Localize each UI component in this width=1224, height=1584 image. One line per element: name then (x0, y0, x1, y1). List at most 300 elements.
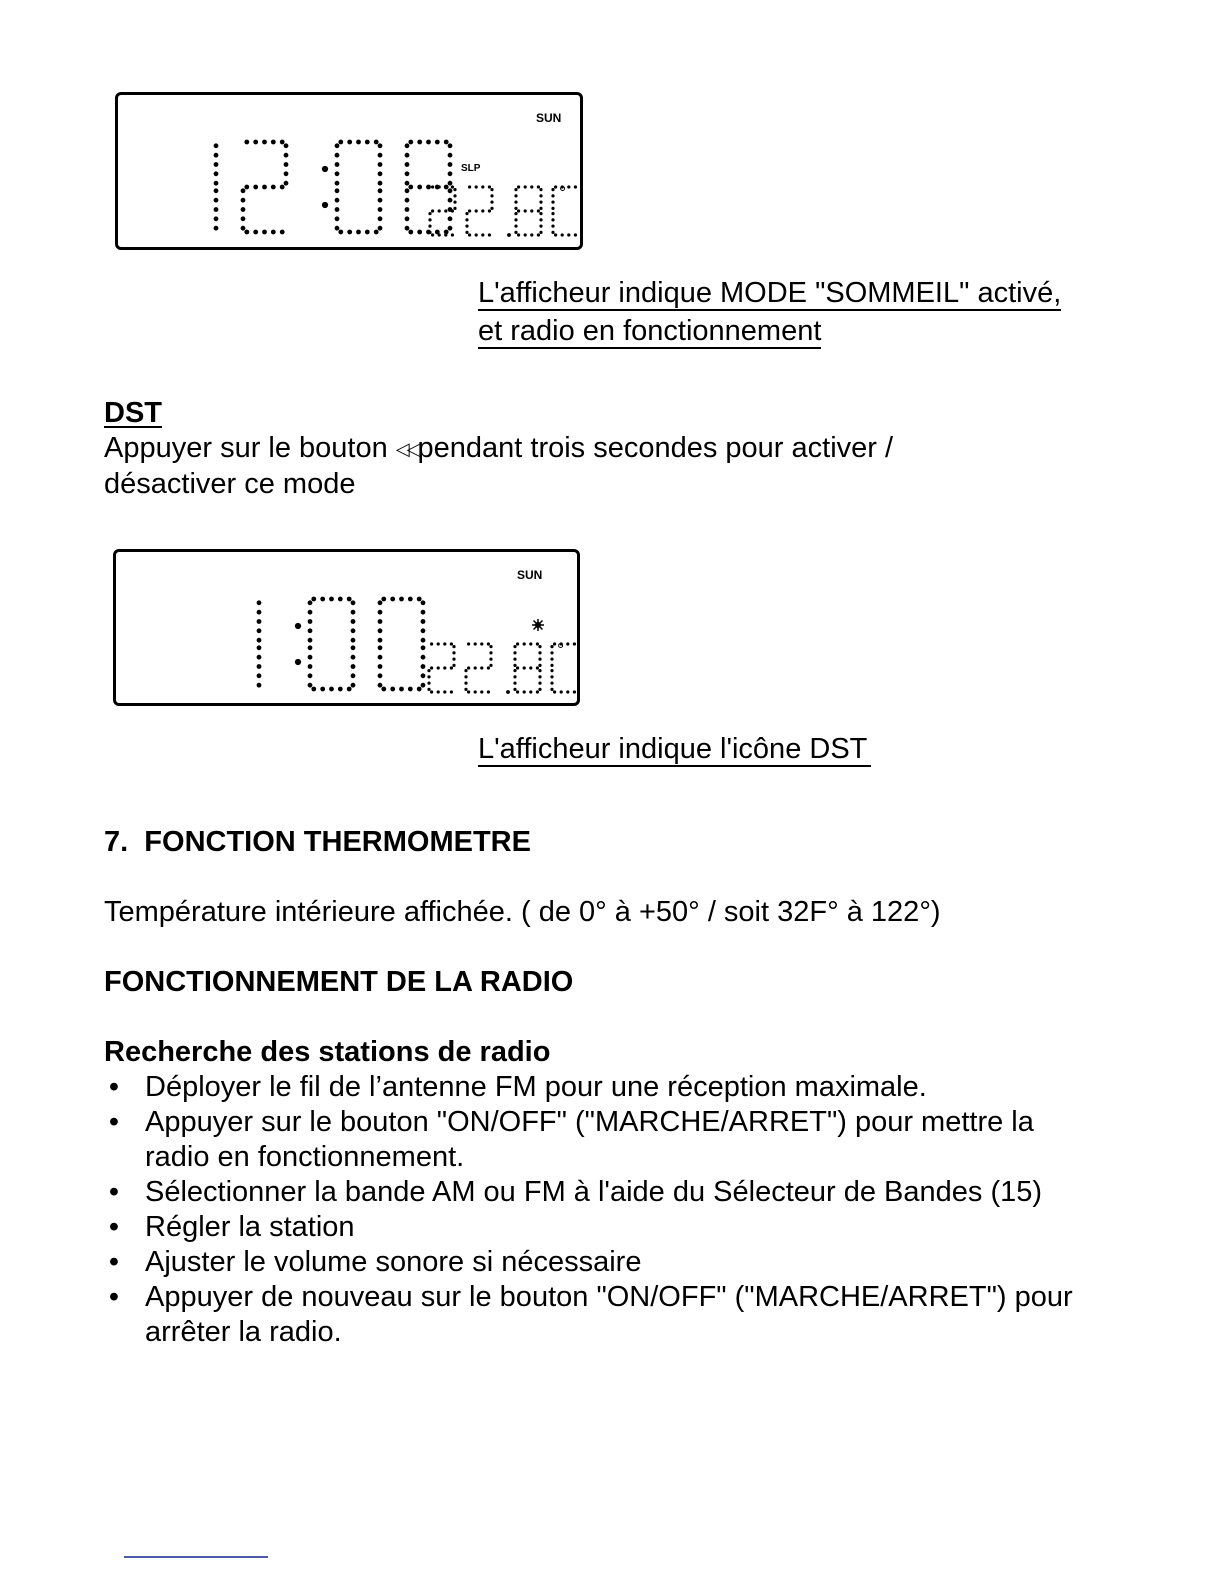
list-item-text: Appuyer sur le bouton "ON/OFF" ("MARCHE/ARRET") pour mettre la radio en fonctionnement. (145, 1106, 1034, 1173)
degree-symbol: ° (559, 183, 567, 203)
lcd-dot (468, 209, 471, 212)
lcd-dot (539, 188, 542, 191)
thermometer-heading: 7. FONCTION THERMOMETRE (104, 826, 531, 858)
lcd-dot (421, 664, 426, 669)
lcd-dot (490, 201, 493, 204)
lcd-dot (537, 185, 540, 188)
lcd-dot (513, 675, 516, 678)
lcd-dot (214, 216, 219, 221)
lcd-dot (514, 207, 517, 210)
lcd-dot (308, 638, 313, 643)
bullet-icon: • (108, 1281, 120, 1313)
lcd-dot (475, 185, 478, 188)
caption-sleep-mode (478, 274, 1061, 350)
lcd-dot (405, 153, 410, 158)
lcd-dot (335, 162, 340, 167)
lcd-dot (257, 610, 262, 615)
lcd-dot (405, 181, 410, 186)
lcd-dot (561, 233, 564, 236)
lcd-dot (514, 218, 517, 221)
lcd-dot (468, 185, 471, 188)
lcd-digit (464, 642, 492, 693)
lcd-dot (417, 230, 422, 235)
lcd-dot (464, 669, 467, 672)
lcd-dot (567, 233, 570, 236)
lcd-dot (253, 230, 258, 235)
lcd-dot (329, 687, 334, 692)
lcd-dot (550, 669, 553, 672)
caption-dst-line1: L'afficheur indique l'icône DST (478, 733, 871, 767)
lcd-digit (257, 600, 262, 687)
lcd-dot (335, 181, 340, 186)
lcd-digit (241, 140, 289, 235)
radio-steps-list (104, 1070, 1164, 1350)
lcd-dot (516, 690, 519, 693)
lcd-dot (574, 185, 577, 188)
lcd-dot (378, 683, 383, 688)
lcd-dot (514, 188, 517, 191)
lcd-dot (428, 225, 431, 228)
lcd-dot (378, 207, 383, 212)
lcd-dot (374, 140, 379, 145)
time-digits (257, 597, 426, 692)
degree-symbol: ° (557, 640, 565, 660)
lcd-digit (428, 185, 456, 236)
lcd-dot (430, 690, 433, 693)
lcd-dot (536, 690, 539, 693)
lcd-dot (295, 623, 301, 629)
bullet-icon: • (108, 1071, 120, 1103)
lcd-dot (514, 194, 517, 197)
lcd-dot (538, 645, 541, 648)
bullet-icon: • (108, 1176, 120, 1208)
lcd-dot (517, 185, 520, 188)
lcd-dot (308, 655, 313, 660)
lcd-dot (399, 597, 404, 602)
caption-sleep-line2: et radio en fonctionnement (478, 315, 822, 347)
lcd-dot (481, 209, 484, 212)
lcd-dot (347, 140, 352, 145)
lcd-dot (351, 655, 356, 660)
lcd-display-sleep-svg (118, 95, 580, 247)
lcd-dot (322, 166, 328, 172)
lcd-dot (351, 645, 356, 650)
lcd-dot (438, 185, 441, 188)
lcd-dot (390, 687, 395, 692)
lcd-dot (427, 682, 430, 685)
lcd-dot (450, 666, 453, 669)
lcd-dot (430, 666, 433, 669)
lcd-dot (438, 209, 441, 212)
lcd-dot (417, 597, 422, 602)
lcd-dot (474, 666, 477, 669)
lcd-dot (431, 209, 434, 212)
lcd-dot (516, 666, 519, 669)
lcd-dot (378, 619, 383, 624)
lcd-dot (335, 153, 340, 158)
radio-subheading: Recherche des stations de radio (104, 1036, 551, 1068)
lcd-dot (487, 642, 490, 645)
lcd-dot (488, 209, 491, 212)
lcd-dot (443, 690, 446, 693)
lcd-dot (338, 140, 343, 145)
lcd-dot (405, 171, 410, 176)
lcd-dot (271, 230, 276, 235)
list-item (104, 1245, 1164, 1280)
lcd-digit (335, 140, 383, 235)
lcd-dot (427, 675, 430, 678)
lcd-dot (378, 645, 383, 650)
lcd-dot (513, 658, 516, 661)
lcd-dot (444, 209, 447, 212)
lcd-dot (530, 185, 533, 188)
lcd-dot (539, 212, 542, 215)
lcd-dot (451, 185, 454, 188)
lcd-dot (421, 638, 426, 643)
lcd-dot (322, 202, 328, 208)
lcd-dot (550, 682, 553, 685)
lcd-dot (554, 233, 557, 236)
lcd-dot (538, 664, 541, 667)
lcd-dot (554, 185, 557, 188)
lcd-dot (530, 233, 533, 236)
lcd-dot (524, 209, 527, 212)
lcd-dot (374, 230, 379, 235)
lcd-dot (378, 628, 383, 633)
lcd-dot (523, 666, 526, 669)
lcd-dot (378, 153, 383, 158)
lcd-dot (551, 218, 554, 221)
lcd-dot (405, 143, 410, 148)
lcd-dot (465, 218, 468, 221)
lcd-dot (421, 600, 426, 605)
lcd-dot (464, 688, 467, 691)
time-digits (214, 140, 453, 235)
lcd-dot (253, 140, 258, 145)
lcd-dot (467, 666, 470, 669)
lcd-dot (320, 597, 325, 602)
lcd-dot (335, 216, 340, 221)
lcd-dot (551, 212, 554, 215)
lcd-dot (308, 600, 313, 605)
lcd-dot (448, 198, 453, 203)
lcd-dot (280, 140, 285, 145)
lcd-dot (428, 212, 431, 215)
lcd-dot (452, 658, 455, 661)
lcd-dot (378, 181, 383, 186)
lcd-dot (365, 140, 370, 145)
day-label: SUN (536, 111, 562, 125)
lcd-dot (550, 675, 553, 678)
list-item (104, 1105, 1164, 1175)
lcd-dot (378, 638, 383, 643)
list-item-text: Appuyer de nouveau sur le bouton "ON/OFF" ("MARCHE/ARRET") pour arrêter la radio. (145, 1281, 1073, 1348)
lcd-dot (513, 645, 516, 648)
lcd-dot (214, 226, 219, 231)
lcd-dot (448, 171, 453, 176)
lcd-dot (378, 216, 383, 221)
lcd-dot (241, 226, 246, 231)
lcd-dot (214, 143, 219, 148)
lcd-dot (464, 682, 467, 685)
lcd-dot (378, 143, 383, 148)
lcd-dot (524, 233, 527, 236)
lcd-dot (539, 207, 542, 210)
lcd-dot (421, 628, 426, 633)
lcd-dot (257, 638, 262, 643)
lcd-dot (381, 687, 386, 692)
lcd-dot (335, 207, 340, 212)
lcd-dot (551, 201, 554, 204)
lcd-dot (214, 162, 219, 167)
lcd-dot (488, 233, 491, 236)
day-label: SUN (517, 568, 543, 582)
lcd-dot (450, 642, 453, 645)
lcd-dot (539, 194, 542, 197)
lcd-digit (214, 143, 219, 230)
lcd-dot (428, 231, 431, 234)
lcd-dot (351, 664, 356, 669)
lcd-dot (513, 682, 516, 685)
lcd-dot (523, 690, 526, 693)
lcd-dot (335, 198, 340, 203)
lcd-dot (553, 690, 556, 693)
lcd-dot (452, 664, 455, 667)
lcd-dot (284, 171, 289, 176)
lcd-dot (421, 619, 426, 624)
lcd-dot (241, 207, 246, 212)
lcd-dot (351, 619, 356, 624)
list-item (104, 1280, 1164, 1350)
lcd-dot (284, 153, 289, 158)
bullet-icon: • (108, 1246, 120, 1278)
lcd-dot (399, 687, 404, 692)
list-item-text: Sélectionner la bande AM ou FM à l'aide du Sélecteur de Bandes (15) (145, 1176, 1043, 1208)
lcd-dot (335, 143, 340, 148)
lcd-dot (550, 645, 553, 648)
lcd-dot (467, 642, 470, 645)
sleep-indicator: SLP (461, 163, 481, 174)
lcd-dot (347, 597, 352, 602)
lcd-dot (448, 226, 453, 231)
lcd-dot (408, 597, 413, 602)
lcd-dot (320, 687, 325, 692)
list-item (104, 1070, 1164, 1105)
lcd-dot (488, 185, 491, 188)
lcd-dot (408, 687, 413, 692)
lcd-dot (351, 683, 356, 688)
lcd-dot (453, 188, 456, 191)
lcd-dot (426, 185, 431, 190)
lcd-dot (421, 683, 426, 688)
lcd-dot (474, 690, 477, 693)
caption-dst (478, 730, 871, 768)
lcd-dot (538, 682, 541, 685)
lcd-dot (351, 610, 356, 615)
lcd-dot (347, 687, 352, 692)
lcd-dot (408, 140, 413, 145)
lcd-dot (443, 642, 446, 645)
lcd-dot (464, 675, 467, 678)
lcd-dot (308, 610, 313, 615)
lcd-dot (271, 140, 276, 145)
lcd-digit (378, 597, 426, 692)
rewind-button-icon: ◁◁ (395, 439, 418, 459)
lcd-dot (489, 664, 492, 667)
lcd-dot (214, 198, 219, 203)
lcd-dot (523, 642, 526, 645)
lcd-dot (257, 673, 262, 678)
lcd-dot (480, 642, 483, 645)
lcd-dot (537, 233, 540, 236)
lcd-dot (551, 188, 554, 191)
lcd-dot (351, 673, 356, 678)
lcd-dot (405, 162, 410, 167)
lcd-dot (550, 664, 553, 667)
lcd-dot (280, 230, 285, 235)
lcd-dot (378, 226, 383, 231)
lcd-dot (490, 194, 493, 197)
lcd-dot (573, 690, 576, 693)
list-item (104, 1175, 1164, 1210)
dst-sun-icon (532, 619, 544, 631)
lcd-dot (430, 642, 433, 645)
lcd-dot (280, 185, 285, 190)
lcd-dot (448, 162, 453, 167)
lcd-dot (489, 658, 492, 661)
caption-sleep-line1: L'afficheur indique MODE "SOMMEIL" activé, (478, 277, 1062, 309)
dst-line2: désactiver ce mode (104, 468, 356, 500)
lcd-dot (257, 683, 262, 688)
lcd-dot (257, 645, 262, 650)
lcd-dot (338, 230, 343, 235)
lcd-dot (529, 666, 532, 669)
lcd-dot (329, 597, 334, 602)
lcd-dot (214, 188, 219, 193)
lcd-dot (550, 658, 553, 661)
lcd-dot (356, 140, 361, 145)
lcd-dot (257, 655, 262, 660)
lcd-dot (253, 185, 258, 190)
lcd-dot (308, 645, 313, 650)
lcd-dot (467, 690, 470, 693)
lcd-dot (284, 162, 289, 167)
lcd-dot (448, 216, 453, 221)
lcd-dot (539, 201, 542, 204)
lcd-dot (426, 140, 431, 145)
lcd-dot (539, 218, 542, 221)
lcd-dot (308, 628, 313, 633)
lcd-dot (311, 687, 316, 692)
lcd-dot (560, 690, 563, 693)
lcd-dot (271, 185, 276, 190)
lcd-dot (378, 188, 383, 193)
lcd-dot (443, 666, 446, 669)
lcd-dot (451, 209, 454, 212)
lcd-dot (257, 600, 262, 605)
lcd-dot (351, 600, 356, 605)
lcd-dot (244, 185, 249, 190)
lcd-dot (408, 185, 413, 190)
lcd-dot (465, 212, 468, 215)
lcd-dot (421, 645, 426, 650)
lcd-dot (566, 642, 569, 645)
lcd-dot (405, 188, 410, 193)
lcd-dot (480, 666, 483, 669)
lcd-dot (417, 185, 422, 190)
footer-divider (124, 1556, 268, 1558)
thermometer-text: Température intérieure affichée. ( de 0° à +50° / soit 32F° à 122°) (104, 896, 941, 928)
bullet-icon: • (108, 1106, 120, 1138)
lcd-dot (378, 655, 383, 660)
lcd-dot (244, 230, 249, 235)
lcd-dot (295, 659, 301, 665)
lcd-dot (514, 212, 517, 215)
lcd-dot (474, 642, 477, 645)
lcd-dot (536, 666, 539, 669)
lcd-dot (378, 610, 383, 615)
lcd-dot (487, 666, 490, 669)
radio-heading: FONCTIONNEMENT DE LA RADIO (104, 966, 574, 998)
lcd-dot (284, 143, 289, 148)
lcd-dot (428, 218, 431, 221)
lcd-dot (444, 140, 449, 145)
lcd-dot (351, 628, 356, 633)
lcd-dot (448, 153, 453, 158)
lcd-dot (480, 690, 483, 693)
lcd-dot (448, 143, 453, 148)
lcd-dot (450, 690, 453, 693)
lcd-dot (452, 651, 455, 654)
lcd-dot (335, 171, 340, 176)
lcd-dot (529, 690, 532, 693)
lcd-dot (308, 673, 313, 678)
lcd-dot (444, 233, 447, 236)
temperature-digits (427, 642, 576, 694)
dst-line1-after: pendant trois secondes pour activer / (417, 432, 894, 464)
lcd-dot (427, 669, 430, 672)
lcd-dot (538, 669, 541, 672)
lcd-dot (241, 188, 246, 193)
lcd-dot (405, 207, 410, 212)
lcd-dot (514, 231, 517, 234)
lcd-dot (530, 209, 533, 212)
lcd-dot (308, 619, 313, 624)
lcd-dot (453, 194, 456, 197)
lcd-dot (514, 225, 517, 228)
lcd-dot (551, 207, 554, 210)
lcd-dot (539, 231, 542, 234)
lcd-dot (378, 198, 383, 203)
lcd-digit (427, 642, 455, 693)
lcd-dot (421, 673, 426, 678)
lcd-dot (308, 664, 313, 669)
lcd-dot (257, 664, 262, 669)
lcd-dot (448, 188, 453, 193)
lcd-dot (490, 207, 493, 210)
lcd-dot (513, 688, 516, 691)
dst-line1-before: Appuyer sur le bouton (104, 432, 396, 464)
lcd-dot (214, 181, 219, 186)
lcd-dot (214, 171, 219, 176)
lcd-digit (465, 185, 493, 236)
lcd-dot (516, 642, 519, 645)
lcd-dot (481, 185, 484, 188)
lcd-dot (381, 597, 386, 602)
lcd-dot (431, 185, 434, 188)
lcd-display-dst (113, 549, 580, 706)
lcd-dot (517, 233, 520, 236)
